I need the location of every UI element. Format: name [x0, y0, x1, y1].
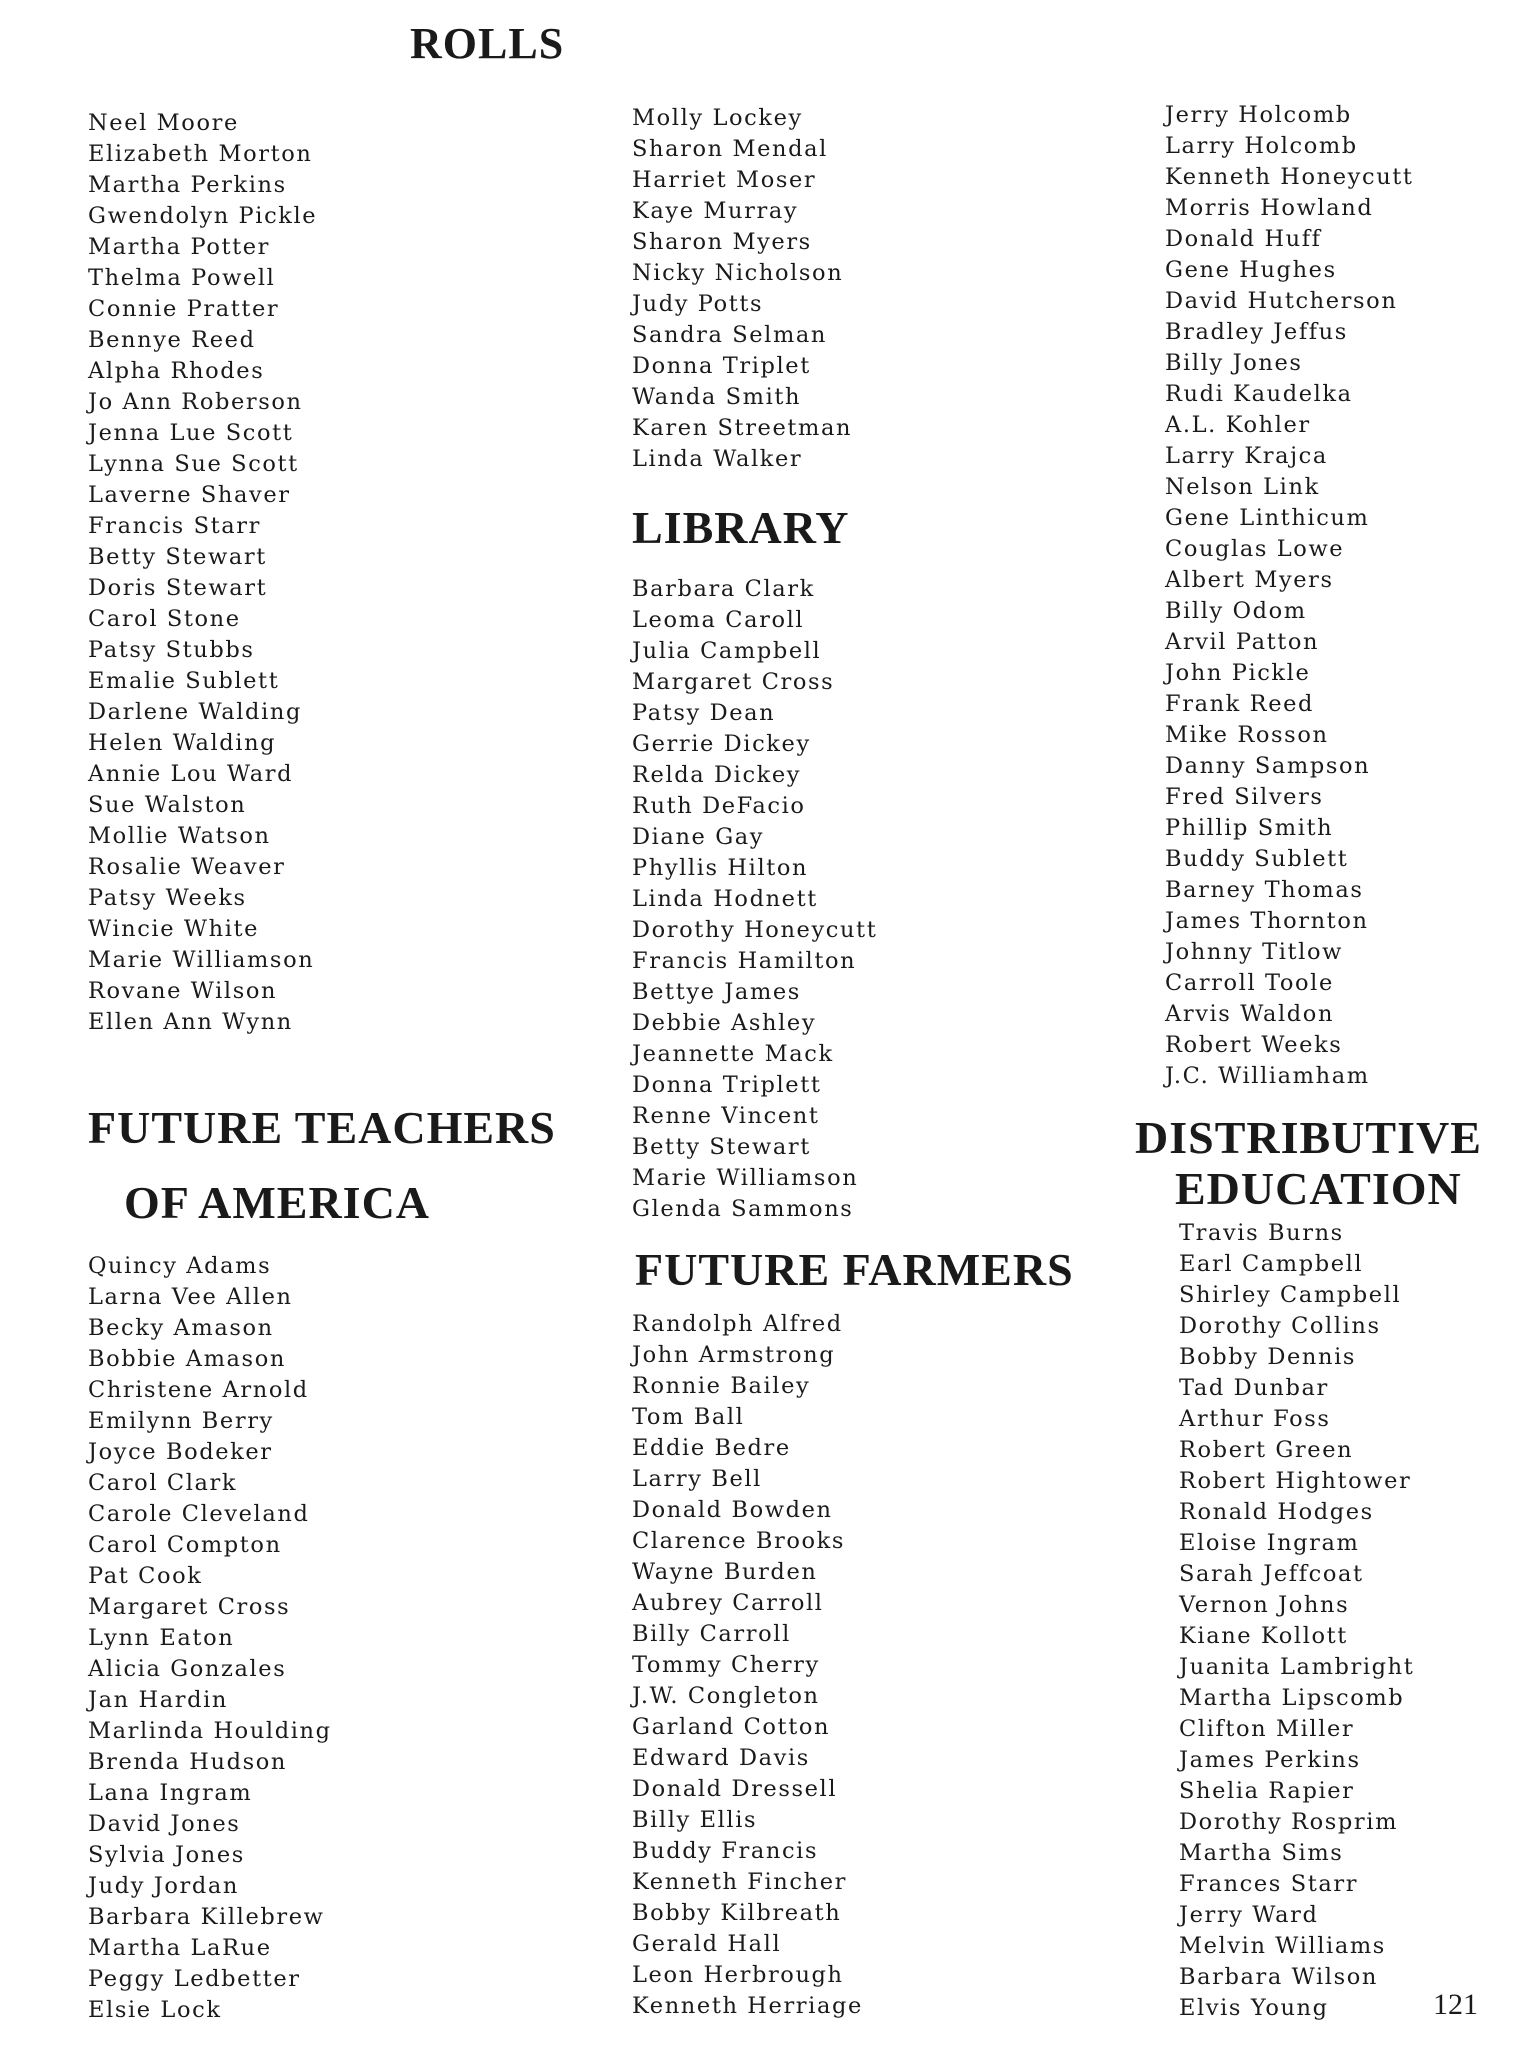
- list-item: Bobby Dennis: [1179, 1344, 1357, 1370]
- list-item: Debbie Ashley: [632, 1010, 817, 1036]
- list-item: Doris Stewart: [88, 575, 268, 601]
- list-item: Barbara Clark: [632, 576, 815, 602]
- list-item: Bennye Reed: [88, 327, 256, 353]
- list-item: Buddy Francis: [632, 1838, 819, 1864]
- list-item: Frances Starr: [1179, 1871, 1359, 1897]
- list-item: Sarah Jeffcoat: [1179, 1561, 1364, 1587]
- future-farmers-list: [632, 1309, 863, 2022]
- list-item: Albert Myers: [1165, 567, 1334, 593]
- list-item: Frank Reed: [1165, 691, 1315, 717]
- list-item: Carole Cleveland: [88, 1501, 310, 1527]
- list-item: Wincie White: [88, 916, 260, 942]
- future-teachers-list: [88, 1251, 332, 2026]
- list-item: Gerrie Dickey: [632, 731, 811, 757]
- list-item: John Armstrong: [632, 1342, 836, 1368]
- list-item: Nelson Link: [1165, 474, 1320, 500]
- list-item: Laverne Shaver: [88, 482, 291, 508]
- list-item: Donald Bowden: [632, 1497, 833, 1523]
- list-item: Kenneth Honeycutt: [1165, 164, 1414, 190]
- list-item: John Pickle: [1165, 660, 1311, 686]
- list-item: Elvis Young: [1179, 1995, 1329, 2021]
- list-item: Patsy Weeks: [88, 885, 247, 911]
- list-item: Billy Odom: [1165, 598, 1307, 624]
- list-item: Annie Lou Ward: [88, 761, 294, 787]
- future-teachers-heading-line2: OF AMERICA: [124, 1177, 431, 1228]
- list-item: Sandra Selman: [632, 322, 828, 348]
- list-item: A.L. Kohler: [1165, 412, 1311, 438]
- list-item: Alpha Rhodes: [88, 358, 265, 384]
- list-item: David Jones: [88, 1811, 241, 1837]
- list-item: Melvin Williams: [1179, 1933, 1386, 1959]
- list-item: Larna Vee Allen: [88, 1284, 293, 1310]
- list-item: Dorothy Honeycutt: [632, 917, 878, 943]
- list-item: Rudi Kaudelka: [1165, 381, 1353, 407]
- list-item: Robert Weeks: [1165, 1032, 1343, 1058]
- list-item: Lynn Eaton: [88, 1625, 235, 1651]
- list-item: Tom Ball: [632, 1404, 745, 1430]
- list-item: Judy Potts: [632, 291, 764, 317]
- list-item: Sharon Myers: [632, 229, 812, 255]
- list-item: Clarence Brooks: [632, 1528, 846, 1554]
- list-item: Sue Walston: [88, 792, 247, 818]
- list-item: Nicky Nicholson: [632, 260, 844, 286]
- list-item: Donna Triplett: [632, 1072, 822, 1098]
- list-item: Jerry Holcomb: [1165, 102, 1352, 128]
- list-item: Lynna Sue Scott: [88, 451, 299, 477]
- list-item: Emilynn Berry: [88, 1408, 274, 1434]
- list-item: Rovane Wilson: [88, 978, 278, 1004]
- list-item: Leon Herbrough: [632, 1962, 844, 1988]
- list-item: Marie Williamson: [88, 947, 315, 973]
- list-item: Carol Compton: [88, 1532, 282, 1558]
- future-teachers-heading-line1: FUTURE TEACHERS: [88, 1102, 556, 1153]
- list-item: Pat Cook: [88, 1563, 203, 1589]
- list-item: Larry Holcomb: [1165, 133, 1358, 159]
- list-item: Gwendolyn Pickle: [88, 203, 318, 229]
- list-item: Francis Starr: [88, 513, 261, 539]
- list-item: Francis Hamilton: [632, 948, 857, 974]
- list-item: Bobby Kilbreath: [632, 1900, 842, 1926]
- list-item: Gerald Hall: [632, 1931, 782, 1957]
- list-item: Sharon Mendal: [632, 136, 828, 162]
- list-item: Couglas Lowe: [1165, 536, 1345, 562]
- list-item: Johnny Titlow: [1165, 939, 1343, 965]
- list-item: Diane Gay: [632, 824, 765, 850]
- list-item: Randolph Alfred: [632, 1311, 843, 1337]
- list-item: Dorothy Rosprim: [1179, 1809, 1399, 1835]
- list-item: Carol Stone: [88, 606, 241, 632]
- list-item: Thelma Powell: [88, 265, 276, 291]
- list-item: Larry Bell: [632, 1466, 762, 1492]
- list-item: Tad Dunbar: [1179, 1375, 1329, 1401]
- rolls-list-middle: [632, 103, 852, 475]
- list-item: Betty Stewart: [632, 1134, 811, 1160]
- list-item: Emalie Sublett: [88, 668, 280, 694]
- list-item: Quincy Adams: [88, 1253, 272, 1279]
- list-item: Neel Moore: [88, 110, 239, 136]
- list-item: Marie Williamson: [632, 1165, 859, 1191]
- list-item: Rosalie Weaver: [88, 854, 286, 880]
- list-item: Linda Walker: [632, 446, 803, 472]
- list-item: Bobbie Amason: [88, 1346, 286, 1372]
- list-item: Joyce Bodeker: [88, 1439, 273, 1465]
- list-item: Buddy Sublett: [1165, 846, 1349, 872]
- list-item: J.W. Congleton: [632, 1683, 820, 1709]
- list-item: Molly Lockey: [632, 105, 803, 131]
- list-item: Fred Silvers: [1165, 784, 1324, 810]
- library-heading: LIBRARY: [632, 502, 850, 553]
- list-item: David Hutcherson: [1165, 288, 1398, 314]
- list-item: Patsy Dean: [632, 700, 776, 726]
- list-item: Jan Hardin: [88, 1687, 228, 1713]
- list-item: Kaye Murray: [632, 198, 799, 224]
- list-item: James Thornton: [1165, 908, 1369, 934]
- list-item: Margaret Cross: [632, 669, 835, 695]
- library-list: [632, 574, 877, 1225]
- list-item: Larry Krajca: [1165, 443, 1328, 469]
- list-item: Robert Hightower: [1179, 1468, 1412, 1494]
- list-item: Harriet Moser: [632, 167, 817, 193]
- list-item: Sylvia Jones: [88, 1842, 245, 1868]
- list-item: Jenna Lue Scott: [88, 420, 294, 446]
- list-item: Judy Jordan: [88, 1873, 240, 1899]
- list-item: Leoma Caroll: [632, 607, 805, 633]
- list-item: Shelia Rapier: [1179, 1778, 1355, 1804]
- list-item: Bettye James: [632, 979, 801, 1005]
- list-item: J.C. Williamham: [1165, 1063, 1370, 1089]
- list-item: Martha Lipscomb: [1179, 1685, 1405, 1711]
- list-item: Marlinda Houlding: [88, 1718, 332, 1744]
- list-item: Bradley Jeffus: [1165, 319, 1348, 345]
- list-item: Peggy Ledbetter: [88, 1966, 301, 1992]
- list-item: Carroll Toole: [1165, 970, 1334, 996]
- list-item: Barbara Killebrew: [88, 1904, 325, 1930]
- list-item: Julia Campbell: [632, 638, 822, 664]
- distributive-education-heading-line2: EDUCATION: [1175, 1163, 1462, 1214]
- list-item: Helen Walding: [88, 730, 277, 756]
- list-item: Martha Potter: [88, 234, 271, 260]
- list-item: Morris Howland: [1165, 195, 1374, 221]
- list-item: Ellen Ann Wynn: [88, 1009, 293, 1035]
- list-item: Relda Dickey: [632, 762, 802, 788]
- rolls-list-left: [88, 108, 317, 1038]
- distributive-education-heading-line1: DISTRIBUTIVE: [1135, 1112, 1482, 1163]
- list-item: Jerry Ward: [1179, 1902, 1319, 1928]
- list-item: Garland Cotton: [632, 1714, 831, 1740]
- list-item: Martha LaRue: [88, 1935, 272, 1961]
- rolls-list-right: [1165, 100, 1414, 1092]
- list-item: Edward Davis: [632, 1745, 810, 1771]
- list-item: Elizabeth Morton: [88, 141, 313, 167]
- list-item: Arvis Waldon: [1165, 1001, 1335, 1027]
- list-item: Danny Sampson: [1165, 753, 1371, 779]
- list-item: Arthur Foss: [1179, 1406, 1331, 1432]
- list-item: Tommy Cherry: [632, 1652, 820, 1678]
- list-item: Betty Stewart: [88, 544, 267, 570]
- page-number: 121: [1433, 1988, 1478, 2021]
- list-item: Wanda Smith: [632, 384, 802, 410]
- list-item: Patsy Stubbs: [88, 637, 255, 663]
- list-item: Kenneth Fincher: [632, 1869, 847, 1895]
- list-item: Billy Jones: [1165, 350, 1303, 376]
- list-item: Dorothy Collins: [1179, 1313, 1381, 1339]
- list-item: Eddie Bedre: [632, 1435, 791, 1461]
- list-item: Earl Campbell: [1179, 1251, 1364, 1277]
- list-item: Becky Amason: [88, 1315, 274, 1341]
- list-item: Linda Hodnett: [632, 886, 818, 912]
- list-item: Eloise Ingram: [1179, 1530, 1360, 1556]
- list-item: Juanita Lambright: [1179, 1654, 1415, 1680]
- list-item: Martha Perkins: [88, 172, 287, 198]
- list-item: Donna Triplet: [632, 353, 811, 379]
- list-item: Carol Clark: [88, 1470, 238, 1496]
- list-item: Martha Sims: [1179, 1840, 1344, 1866]
- list-item: Barney Thomas: [1165, 877, 1364, 903]
- list-item: Vernon Johns: [1179, 1592, 1350, 1618]
- list-item: Renne Vincent: [632, 1103, 820, 1129]
- list-item: Barbara Wilson: [1179, 1964, 1378, 1990]
- future-farmers-heading: FUTURE FARMERS: [635, 1244, 1074, 1295]
- list-item: Kiane Kollott: [1179, 1623, 1348, 1649]
- page-title: ROLLS: [410, 19, 565, 68]
- list-item: Margaret Cross: [88, 1594, 291, 1620]
- list-item: Robert Green: [1179, 1437, 1354, 1463]
- list-item: Phillip Smith: [1165, 815, 1334, 841]
- list-item: James Perkins: [1179, 1747, 1361, 1773]
- list-item: Aubrey Carroll: [632, 1590, 824, 1616]
- list-item: Gene Linthicum: [1165, 505, 1370, 531]
- list-item: Alicia Gonzales: [88, 1656, 287, 1682]
- list-item: Jo Ann Roberson: [88, 389, 303, 415]
- list-item: Ronnie Bailey: [632, 1373, 811, 1399]
- list-item: Donald Huff: [1165, 226, 1322, 252]
- list-item: Glenda Sammons: [632, 1196, 854, 1222]
- list-item: Mike Rosson: [1165, 722, 1329, 748]
- list-item: Wayne Burden: [632, 1559, 818, 1585]
- list-item: Karen Streetman: [632, 415, 853, 441]
- list-item: Brenda Hudson: [88, 1749, 287, 1775]
- list-item: Billy Carroll: [632, 1621, 791, 1647]
- list-item: Gene Hughes: [1165, 257, 1337, 283]
- list-item: Jeannette Mack: [632, 1041, 834, 1067]
- list-item: Kenneth Herriage: [632, 1993, 863, 2019]
- list-item: Ronald Hodges: [1179, 1499, 1374, 1525]
- list-item: Shirley Campbell: [1179, 1282, 1402, 1308]
- list-item: Phyllis Hilton: [632, 855, 809, 881]
- list-item: Lana Ingram: [88, 1780, 253, 1806]
- list-item: Donald Dressell: [632, 1776, 838, 1802]
- list-item: Arvil Patton: [1165, 629, 1320, 655]
- list-item: Connie Pratter: [88, 296, 280, 322]
- list-item: Mollie Watson: [88, 823, 271, 849]
- list-item: Travis Burns: [1179, 1220, 1344, 1246]
- distributive-education-list: [1179, 1218, 1414, 2024]
- list-item: Darlene Walding: [88, 699, 302, 725]
- list-item: Elsie Lock: [88, 1997, 222, 2023]
- list-item: Christene Arnold: [88, 1377, 309, 1403]
- list-item: Clifton Miller: [1179, 1716, 1355, 1742]
- list-item: Ruth DeFacio: [632, 793, 806, 819]
- list-item: Billy Ellis: [632, 1807, 758, 1833]
